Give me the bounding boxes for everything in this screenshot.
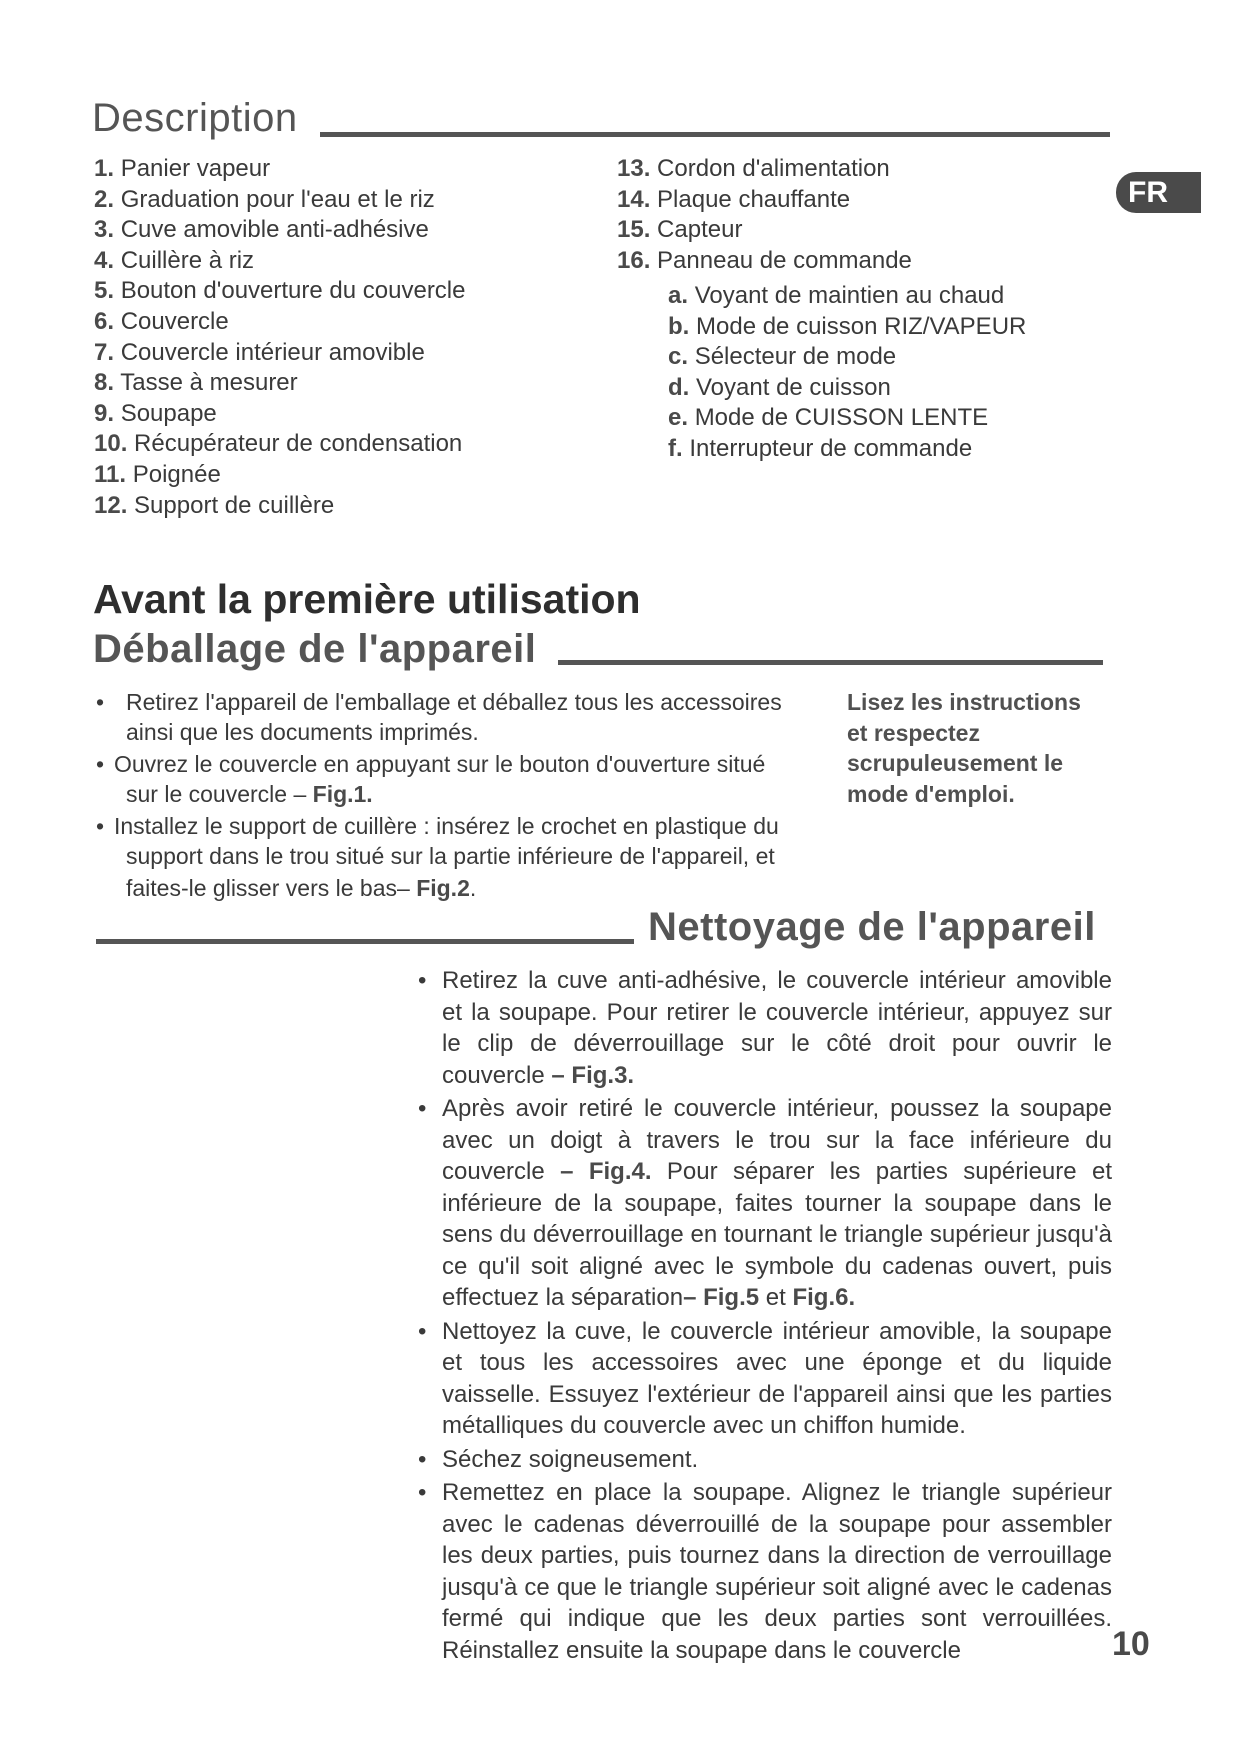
control-panel-sublist — [668, 281, 1026, 465]
list-item: 2. Graduation pour l'eau et le riz — [94, 185, 435, 213]
list-item: • Séchez soigneusement. — [418, 1445, 699, 1473]
description-rule — [320, 132, 1110, 137]
list-item: f. Interrupteur de commande — [668, 434, 973, 462]
unpack-rule — [558, 660, 1103, 665]
list-item: • Retirez l'appareil de l'emballage et déballez tous les accessoires ainsi que les documents imprimés. — [96, 689, 782, 745]
list-item: a. Voyant de maintien au chaud — [668, 282, 1005, 309]
cleaning-rule — [96, 939, 634, 944]
description-title: Description — [92, 96, 298, 140]
list-item: d. Voyant de cuisson — [668, 373, 891, 401]
cleaning-title: Nettoyage de l'appareil — [648, 905, 1096, 949]
list-item: 8. Tasse à mesurer — [94, 369, 298, 397]
unpack-title: Déballage de l'appareil — [93, 627, 537, 671]
list-item: 12. Support de cuillère — [94, 491, 335, 519]
instruction-note: Lisez les instructions et respectez scrupuleusement le mode d'emploi. — [847, 689, 1081, 807]
list-item: 11. Poignée — [94, 460, 221, 488]
page-number: 10 — [1112, 1625, 1150, 1663]
list-item: 16. Panneau de commande — [617, 246, 912, 274]
list-item: • Retirez la cuve anti-adhésive, le couvercle intérieur amovible et la soupape. Pour retirer le couvercle intérieur, appuyez sur le clip de déverrouillage sur le côté droit pour ouvrir le couvercle – Fig.3. — [418, 967, 1112, 1089]
list-item: 10. Récupérateur de condensation — [94, 430, 463, 458]
language-tab: FR — [1116, 172, 1201, 213]
list-item: 6. Couvercle — [94, 307, 229, 335]
list-item: • Remettez en place la soupape. Alignez le triangle supérieur avec le cadenas déverrouillé de la soupape pour assembler les deux parties, puis tournez dans la direction de verrouillage jusqu'à ce que le triangle supérieur soit aligné avec le cadenas fermé qui indique que les deux parties sont verrouillées. Réinstallez ensuite la soupape dans le couvercle — [418, 1479, 1112, 1664]
cleaning-bullets — [412, 965, 1112, 1666]
list-item: 1. Panier vapeur — [94, 155, 271, 182]
unpack-bullets — [94, 687, 814, 903]
list-item: 7. Couvercle intérieur amovible — [94, 338, 425, 366]
list-item: 15. Capteur — [617, 216, 743, 244]
description-right-list — [617, 154, 912, 276]
list-item: 3. Cuve amovible anti-adhésive — [94, 216, 429, 244]
list-item: 4. Cuillère à riz — [94, 246, 255, 274]
list-item: • Installez le support de cuillère : insérez le crochet en plastique du support dans le trou situé sur la partie inférieure de l'appareil, et faites-le glisser vers le bas– Fig.2. — [96, 813, 779, 901]
list-item: • Après avoir retiré le couvercle intérieur, poussez la soupape avec un doigt à travers le trou sur la face inférieure du couvercle – Fig.4. Pour séparer les parties supérieure et inférieure de la soupape, faites tourner la soupape dans le sens du déverrouillage en tournant le triangle supérieur jusqu'à ce qu'il soit aligné avec le symbole du cadenas ouvert, puis effectuez la séparation– Fig.5 et Fig.6. — [418, 1095, 1113, 1311]
list-item: 9. Soupape — [94, 399, 217, 427]
list-item: c. Sélecteur de mode — [668, 343, 897, 371]
list-item: • Nettoyez la cuve, le couvercle intérieur amovible, la soupape et tous les accessoires avec une éponge et du liquide vaisselle. Essuyez l'extérieur de l'appareil ainsi que les parties métalliques du couvercle avec un chiffon humide. — [418, 1317, 1112, 1439]
list-item: e. Mode de CUISSON LENTE — [668, 404, 989, 432]
list-item: 13. Cordon d'alimentation — [617, 155, 890, 182]
list-item: 14. Plaque chauffante — [617, 185, 851, 213]
list-item: • Ouvrez le couvercle en appuyant sur le bouton d'ouverture situé sur le couvercle – Fig.1. — [96, 751, 766, 807]
list-item: b. Mode de cuisson RIZ/VAPEUR — [668, 312, 1027, 340]
before-use-heading: Avant la première utilisation — [93, 576, 641, 622]
list-item: 5. Bouton d'ouverture du couvercle — [94, 277, 466, 305]
description-left-list — [94, 154, 466, 521]
